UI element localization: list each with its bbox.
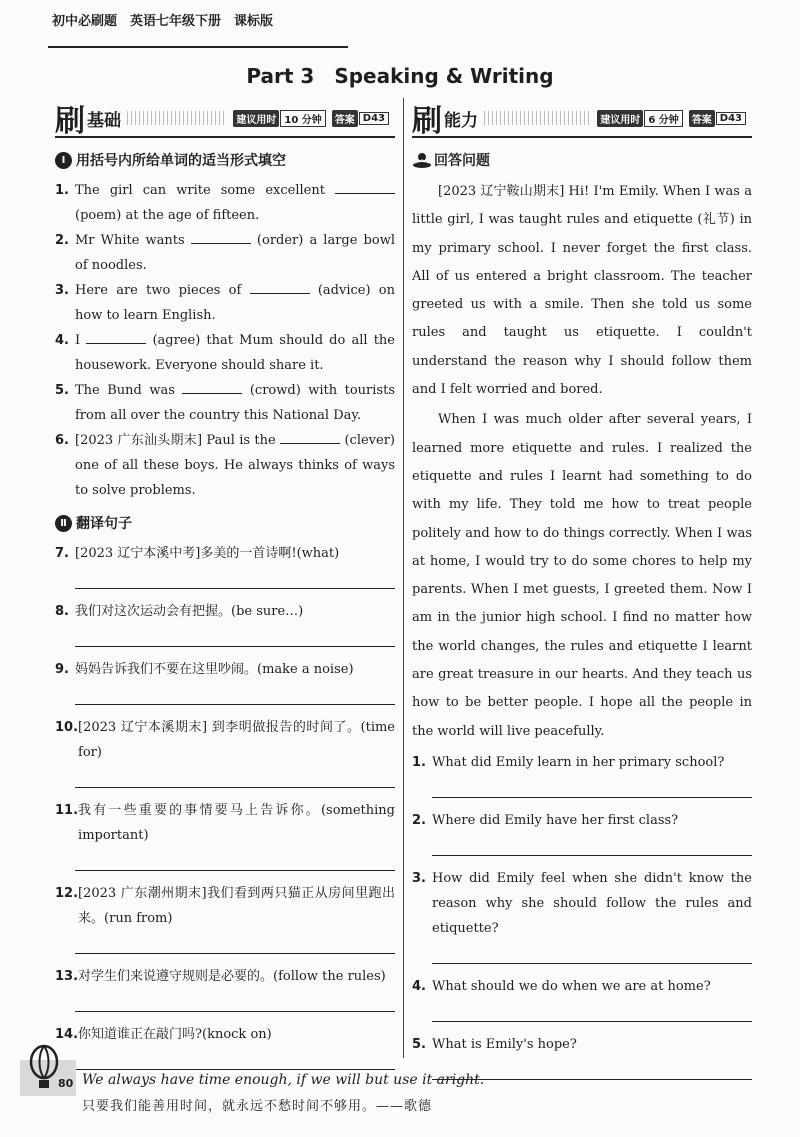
section-char: 刷 — [55, 104, 85, 139]
question-item — [412, 750, 752, 775]
answer-line[interactable] — [75, 931, 395, 954]
item-number: 10. — [55, 720, 79, 735]
time-value: 6 分钟 — [644, 110, 682, 127]
item-text-before: The girl can write some excellent — [75, 183, 335, 198]
footer-quote-english: We always have time enough, if we will but use it aright. — [82, 1072, 485, 1088]
header-title: 初中必刷题 英语七年级下册 课标版 — [52, 14, 274, 29]
item-text: 我有一些重要的事情要马上告诉你。(something important) — [78, 803, 395, 843]
item-text: [2023 辽宁本溪中考]多美的一首诗啊!(what) — [75, 546, 340, 561]
item-text — [75, 228, 395, 278]
part-one-title: 用括号内所给单词的适当形式填空 — [76, 153, 286, 169]
question-item — [412, 1032, 752, 1057]
section-subtitle: 基础 — [87, 110, 121, 131]
time-value: 10 分钟 — [280, 110, 325, 127]
time-tag: 建议用时 — [597, 110, 643, 127]
item-text — [75, 428, 395, 503]
item-number: 1. — [55, 183, 69, 198]
item-text — [75, 178, 395, 228]
question-number: 2. — [412, 812, 426, 828]
part-one-heading — [55, 150, 395, 170]
fill-blank-item — [55, 278, 395, 328]
question-text: Where did Emily have her first class? — [432, 812, 679, 828]
answer-line[interactable] — [75, 682, 395, 705]
fill-blank-item — [55, 228, 395, 278]
translation-item — [55, 881, 395, 931]
question-number: 3. — [412, 870, 426, 886]
item-text — [75, 328, 395, 378]
passage-paragraph: When I was much older after several years, I learned more etiquette and rules. I realized the etiquette and rules I learnt had something to do with my life. They told me how to treat people politely and how to do things correctly. When I was at home, I would try to do some chores to help my parents. When I met guests, I greeted them. Now I am in the junior high school. I find no matter how the world changes, the rules and etiquette I learnt are great treasure in our hearts. And they teach us how to be better people. I hope all the people in the world will live peacefully. — [412, 412, 752, 739]
answer-blank[interactable] — [280, 429, 340, 444]
answer-line[interactable] — [75, 848, 395, 871]
basic-section-header — [55, 100, 395, 138]
answer-blank[interactable] — [86, 329, 146, 344]
answer-line[interactable] — [75, 765, 395, 788]
header-rule — [48, 46, 348, 48]
item-number: 13. — [55, 969, 79, 984]
answer-value: D43 — [716, 112, 746, 125]
part-title: Part 3 Speaking & Writing — [246, 64, 554, 88]
item-number: 12. — [55, 886, 79, 901]
item-number: 7. — [55, 546, 69, 561]
question-item — [412, 866, 752, 941]
translation-item — [55, 715, 395, 765]
question-text: What should we do when we are at home? — [432, 978, 711, 994]
page-number: 80 — [58, 1077, 74, 1090]
part-two-title: 翻译句子 — [76, 516, 132, 532]
fill-blank-list — [55, 178, 395, 503]
answer-blank[interactable] — [335, 179, 395, 194]
item-text — [75, 378, 395, 428]
question-text: What did Emily learn in her primary school? — [432, 754, 725, 770]
section-subtitle: 能力 — [444, 110, 478, 131]
fill-blank-item — [55, 378, 395, 428]
translation-item — [55, 798, 395, 848]
item-text-after: (agree) that Mum should do all the housework. Everyone should share it. — [75, 333, 395, 373]
item-text-after: (clever) one of all these boys. He always thinks of ways to solve problems. — [75, 433, 395, 498]
item-text-after: (poem) at the age of fifteen. — [75, 208, 260, 223]
section-char: 刷 — [412, 104, 442, 139]
item-text: [2023 广东潮州期末]我们看到两只猫正从房间里跑出来。(run from) — [78, 886, 395, 926]
translation-item — [55, 599, 395, 624]
item-number: 2. — [55, 233, 69, 248]
question-number: 1. — [412, 754, 426, 770]
right-column — [412, 100, 752, 1090]
question-number: 5. — [412, 1036, 426, 1052]
item-text-before: [2023 广东汕头期末] Paul is the — [75, 433, 281, 448]
item-number: 14. — [55, 1027, 79, 1042]
answer-line[interactable] — [75, 566, 395, 589]
answer-tag: 答案 — [332, 110, 358, 127]
time-box — [233, 110, 395, 127]
answer-line[interactable] — [432, 775, 752, 798]
answer-line[interactable] — [432, 999, 752, 1022]
time-tag: 建议用时 — [233, 110, 279, 127]
question-number: 4. — [412, 978, 426, 994]
item-text-after: (order) a large bowl of noodles. — [75, 233, 395, 273]
answer-blank[interactable] — [191, 229, 251, 244]
answer-questions-heading — [412, 150, 752, 170]
answer-value: D43 — [359, 112, 389, 125]
time-box — [597, 110, 752, 127]
answer-tag: 答案 — [689, 110, 715, 127]
fill-blank-item — [55, 428, 395, 503]
question-text: What is Emily's hope? — [432, 1036, 577, 1052]
question-item — [412, 808, 752, 833]
item-text-after: (advice) on how to learn English. — [75, 283, 395, 323]
item-text-before: I — [75, 333, 87, 348]
answer-questions-title: 回答问题 — [434, 153, 490, 169]
translation-item — [55, 657, 395, 682]
item-text-before: Here are two pieces of — [75, 283, 250, 298]
decorative-hatch — [127, 111, 227, 125]
answer-line[interactable] — [432, 833, 752, 856]
item-text: 你知道谁正在敲门吗?(knock on) — [78, 1027, 272, 1042]
item-text: 妈妈告诉我们不要在这里吵闹。(make a noise) — [75, 662, 354, 677]
item-number: 3. — [55, 283, 69, 298]
question-text: How did Emily feel when she didn't know the reason why she should follow the rules and etiquette? — [432, 870, 752, 936]
answer-line[interactable] — [75, 1047, 395, 1070]
answer-blank[interactable] — [250, 279, 310, 294]
answer-line[interactable] — [75, 989, 395, 1012]
roman-one-badge: Ⅰ — [55, 152, 72, 169]
passage-paragraph: [2023 辽宁鞍山期末] Hi! I'm Emily. When I was a little girl, I was taught rules and etiquette (礼节) in my primary school. I never forget the first class. All of us entered a bright classroom. The teacher greeted us with a smile. Then she told us some rules and taught us etiquette. I couldn't understand the reason why I should follow them and I felt worried and bored. — [412, 184, 752, 398]
fill-blank-item — [55, 328, 395, 378]
answer-blank[interactable] — [182, 379, 242, 394]
question-item — [412, 974, 752, 999]
decorative-hatch — [484, 111, 591, 125]
translation-item — [55, 1022, 395, 1047]
left-column — [55, 100, 395, 1080]
item-text: 我们对这次运动会有把握。(be sure…) — [75, 604, 304, 619]
footer-quote-chinese: 只要我们能善用时间，就永远不愁时间不够用。——歌德 — [82, 1099, 433, 1114]
item-number: 9. — [55, 662, 69, 677]
reading-icon — [412, 151, 432, 169]
item-text — [75, 278, 395, 328]
column-divider — [403, 98, 404, 1058]
translation-item — [55, 964, 395, 989]
ability-section-header — [412, 100, 752, 138]
item-number: 5. — [55, 383, 69, 398]
answer-line[interactable] — [75, 624, 395, 647]
reading-passage — [412, 178, 752, 746]
item-number: 8. — [55, 604, 69, 619]
translation-item — [55, 541, 395, 566]
roman-two-badge: Ⅱ — [55, 515, 72, 532]
question-list — [412, 750, 752, 1080]
item-text: [2023 辽宁本溪期末] 到李明做报告的时间了。(time for) — [78, 720, 395, 760]
item-number: 4. — [55, 333, 69, 348]
fill-blank-item — [55, 178, 395, 228]
item-text-before: The Bund was — [75, 383, 183, 398]
item-number: 11. — [55, 803, 79, 818]
part-two-heading — [55, 513, 395, 533]
item-text: 对学生们来说遵守规则是必要的。(follow the rules) — [78, 969, 386, 984]
answer-line[interactable] — [432, 941, 752, 964]
item-text-after: (crowd) with tourists from all over the country this National Day. — [75, 383, 395, 423]
translation-list — [55, 541, 395, 1070]
item-text-before: Mr White wants — [75, 233, 191, 248]
item-number: 6. — [55, 433, 69, 448]
